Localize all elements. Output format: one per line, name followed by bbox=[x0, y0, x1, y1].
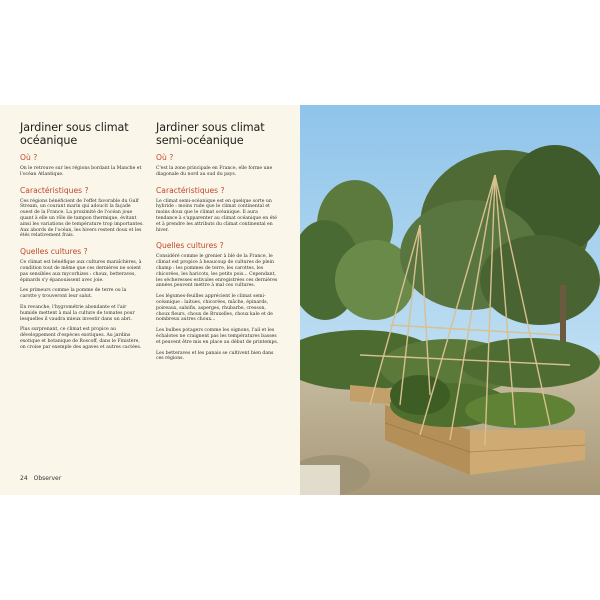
paragraph: Le climat semi-océanique est en quelque sorte un hybride : moins rude que le climat continental et moins doux que le climat océanique. Il aura tendance à s'apparenter au climat océanique en été et à prendre les attributs du climat continental en hiver. bbox=[156, 198, 277, 233]
column2-title-line2: semi-océanique bbox=[156, 134, 244, 147]
column2-title-line1: Jardiner sous climat bbox=[156, 121, 265, 134]
column-semi-oceanique bbox=[156, 121, 280, 367]
garden-photo bbox=[300, 105, 600, 495]
section-heading: Où ? bbox=[20, 153, 38, 162]
paragraph: Ce climat est bénéfique aux cultures maraîchères, à condition tout de même que ces dernières ne soient pas sensibles aux mycorhizes : choux, betteraves, épinards s'y épanouissent avec joie. bbox=[20, 260, 142, 283]
section-name: Observer bbox=[33, 475, 62, 482]
column1-title bbox=[20, 121, 144, 147]
paragraph: On le retrouve sur les régions bordant la Manche et l'océan Atlantique. bbox=[20, 166, 142, 177]
section-heading: Quelles cultures ? bbox=[20, 247, 88, 257]
column1-title-line1: Jardiner sous climat bbox=[20, 121, 129, 134]
paragraph: C'est la zone principale en France, elle forme une diagonale du nord au sud du pays. bbox=[156, 166, 273, 177]
page-footer bbox=[20, 475, 67, 482]
right-page bbox=[300, 105, 600, 495]
section-heading: Caractéristiques ? bbox=[20, 185, 89, 195]
paragraph: Plus surprenant, ce climat est propice au développement d'espèces exotiques. Au jardins exotique et botanique de Roscoff, dans le Finistère, on croise par exemple des agaves et autres cactées. bbox=[20, 327, 142, 350]
paragraph: Les bulbes potagers comme les oignons, l'ail et les échalotes ne craignent pas les températures basses et peuvent être mis en place au début de printemps. bbox=[156, 328, 279, 345]
section-heading: Quelles cultures ? bbox=[156, 241, 224, 251]
paragraph: En revanche, l'hygrométrie abondante et l'air humide mettent à mal la culture de tomates pour lesquelles il vaudra mieux investir dans un abri. bbox=[20, 304, 135, 322]
column2-title bbox=[156, 121, 280, 147]
paragraph: Considéré comme le grenier à blé de la France, le climat est propice à beaucoup de cultures de plein champ : les pommes de terre, les carottes, les chicorées, les haricots, les petits pois... Cependant, les sécheresses estivales enregistrées ces dernières années peuvent mettre à mal ces cultures. bbox=[156, 254, 278, 289]
column-oceanique bbox=[20, 121, 144, 356]
column1-title-line2: océanique bbox=[20, 134, 78, 147]
paragraph: Ces régions bénéficient de l'effet favorable du Gulf Stream, un courant marin qui adoucit la façade ouest de la France. La proximité de l'océan joue quant à elle un rôle de tampon thermique, évitant ainsi les variations de température trop importantes. Aux abords de l'océan, les hivers restent doux et les étés relativement frais. bbox=[20, 198, 144, 239]
page-number: 24 bbox=[20, 475, 28, 482]
paragraph: Les primeurs comme la pomme de terre ou la carotte y trouveront leur salut. bbox=[20, 288, 127, 300]
section-heading: Caractéristiques ? bbox=[156, 185, 225, 195]
paragraph: Les légumes-feuilles apprécient le climat semi-océanique : laitues, chicorées, mâche, épinards, poireaux, salsifis, asperges, rhubarbe, cresson, choux fleurs, choux de Bruxelles, choux kale et de nombreux autres choux... bbox=[156, 294, 273, 323]
left-page bbox=[0, 105, 300, 495]
section-heading: Où ? bbox=[156, 153, 174, 162]
paragraph: Les betteraves et les panais se cultivent bien dans ces régions. bbox=[156, 350, 274, 362]
book-spread bbox=[0, 105, 600, 495]
